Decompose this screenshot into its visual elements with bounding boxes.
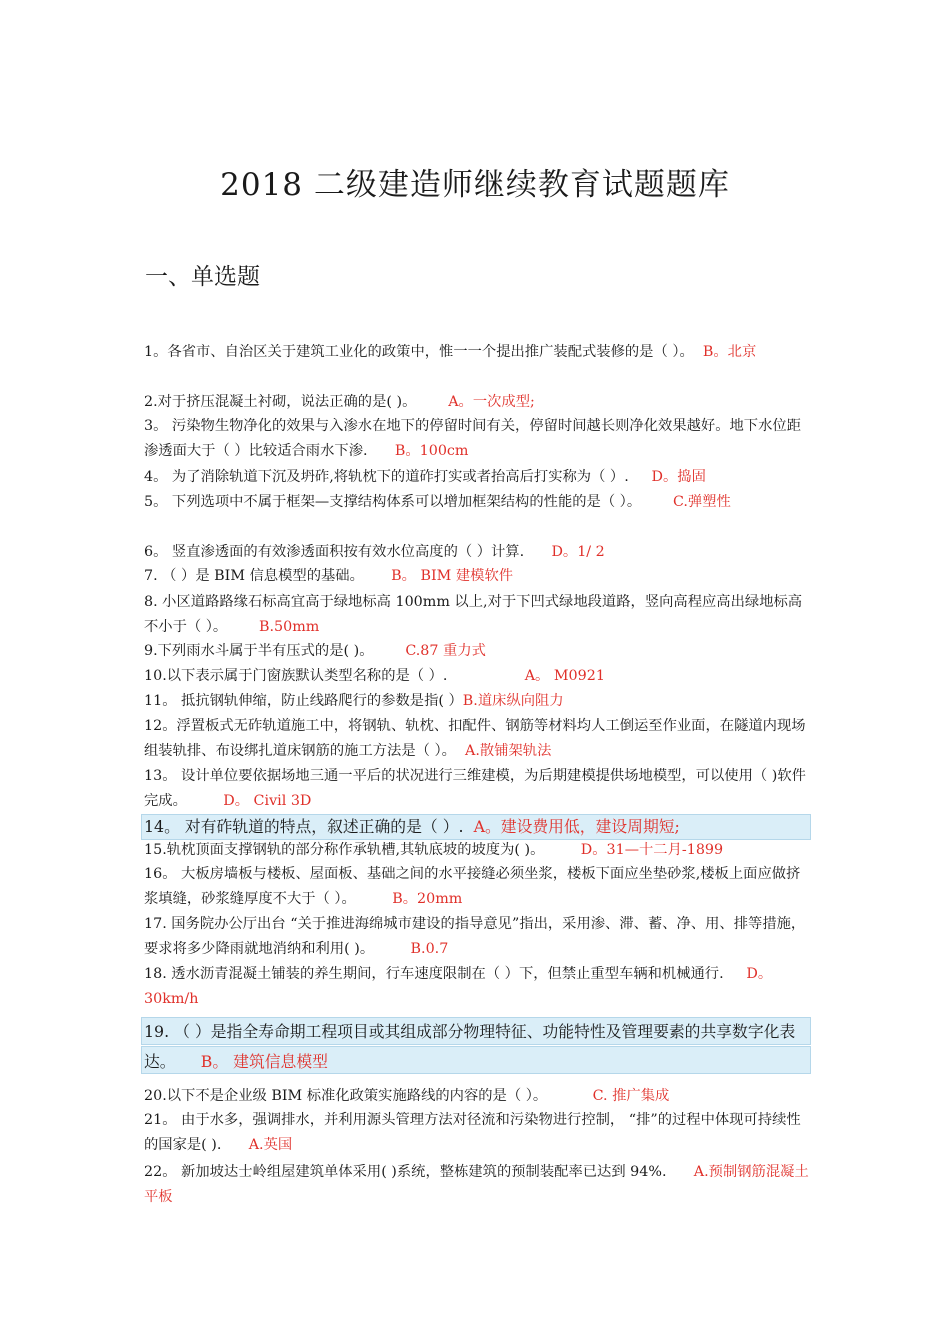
question-item <box>144 540 809 565</box>
question-text: 11。 抵抗钢轨伸缩，防止线路爬行的参数是指( ） <box>144 693 463 709</box>
answer-text: A。建设费用低，建设周期短; <box>473 817 680 836</box>
answer-gap <box>221 1137 248 1153</box>
question-item <box>144 390 809 415</box>
answer-gap <box>374 941 410 957</box>
answer-gap <box>364 568 391 584</box>
answer-gap <box>464 817 474 836</box>
question-item <box>144 340 809 365</box>
question-text: 20.以下不是企业级 BIM 标准化政策实施路线的内容的是（ ）。 <box>144 1088 548 1104</box>
page-title: 2018 二级建造师继续教育试题题库 <box>220 167 730 203</box>
answer-text: B.50mm <box>259 619 320 636</box>
answer-text: B。 建筑信息模型 <box>200 1052 328 1071</box>
question-item <box>144 590 809 641</box>
question-item <box>144 1108 809 1159</box>
question-text: 22。 新加坡达士岭组屋建筑单体采用( )系统，整栋建筑的预制装配率已达到 94%. <box>144 1164 667 1180</box>
question-text: 1。各省市、自治区关于建筑工业化的政策中，惟一一个提出推广装配式装修的是（ ）。 <box>144 344 694 360</box>
question-text: 10.以下表示属于门窗族默认类型名称的是（ ）. <box>144 668 448 684</box>
question-item <box>144 814 809 839</box>
answer-text: A。一次成型; <box>448 394 535 410</box>
answer-gap <box>187 793 223 809</box>
question-item <box>144 862 809 913</box>
question-text: 3。 污染物生物净化的效果与入渗水在地下的停留时间有关，停留时间越长则净化效果越好。地下水位距渗透面大于（ ）比较适合雨水下渗. <box>144 418 801 460</box>
answer-gap <box>547 1088 592 1104</box>
question-item <box>144 1017 809 1077</box>
answer-gap <box>447 668 524 684</box>
question-item <box>144 689 809 714</box>
answer-gap <box>694 344 703 360</box>
answer-text: C.弹塑性 <box>672 494 731 510</box>
answer-text: D。捣固 <box>651 469 706 485</box>
question-item <box>144 639 809 664</box>
answer-gap <box>629 469 652 485</box>
question-item <box>144 465 809 490</box>
question-item <box>144 490 809 515</box>
question-text: 2.对于挤压混凝土衬砌，说法正确的是( )。 <box>144 394 417 410</box>
question-item <box>144 414 809 465</box>
question-item <box>144 838 809 863</box>
question-text: 16。 大板房墙板与楼板、屋面板、基础之间的水平接缝必须坐浆，楼板下面应坐垫砂浆,楼板上面应做挤浆填缝，砂浆缝厚度不大于（ ）。 <box>144 866 801 908</box>
answer-text: A.英国 <box>248 1137 293 1154</box>
question-text: 18. 透水沥青混凝土铺装的养生期间，行车速度限制在（ ）下，但禁止重型车辆和机械通行. <box>144 966 724 982</box>
answer-text: D。1/ 2 <box>551 544 605 560</box>
answer-text: A.预制钢筋混凝土平板 <box>144 1164 809 1206</box>
question-text: 12。浮置板式无砟轨道施工中，将钢轨、轨枕、扣配件、钢筋等材料均人工倒运至作业面，在隧道内现场组装轨排、布设绑扎道床钢筋的施工方法是（ ）。 <box>144 718 806 760</box>
question-text: 14。 对有砟轨道的特点，叙述正确的是（ ）. <box>144 817 464 836</box>
answer-gap <box>374 643 406 659</box>
question-text: 19. （ ）是指全寿命期工程项目或其组成部分物理特征、功能特性及管理要素的共享数字化表达。 <box>144 1022 796 1071</box>
answer-text: A.散铺架轨法 <box>465 743 552 760</box>
answer-text: D。 Civil 3D <box>223 793 312 810</box>
answer-gap <box>724 966 747 982</box>
answer-gap <box>227 619 259 635</box>
answer-text: B。北京 <box>702 344 757 360</box>
answer-gap <box>368 443 395 459</box>
question-text: 8. 小区道路路缘石标高宜高于绿地标高 100mm 以上,对于下凹式绿地段道路，竖向高程应高出绿地标高不小于（ ）。 <box>144 594 803 636</box>
question-item <box>144 912 809 963</box>
question-text: 5。 下列选项中不属于框架—支撑结构体系可以增加框架结构的性能的是（ ）。 <box>144 494 642 510</box>
answer-text: C.87 重力式 <box>405 643 486 659</box>
question-item <box>144 1160 809 1211</box>
question-text: 13。 设计单位要依据场地三通一平后的状况进行三维建模，为后期建模提供场地模型，可以使用（ )软件完成。 <box>144 768 806 810</box>
question-text: 21。 由于水多，强调排水，并利用源头管理方法对径流和污染物进行控制， “排”的过程中体现可持续性的国家是( ). <box>144 1112 801 1154</box>
answer-gap <box>356 891 392 907</box>
question-item <box>144 1084 809 1109</box>
answer-text: B.道床纵向阻力 <box>462 693 564 709</box>
answer-text: B。 BIM 建模软件 <box>391 568 514 584</box>
question-item <box>144 714 809 765</box>
answer-gap <box>667 1164 694 1180</box>
question-text: 15.轨枕顶面支撑钢轨的部分称作承轨槽,其轨底坡的坡度为( )。 <box>144 842 545 858</box>
question-text: 7. （ ）是 BIM 信息模型的基础。 <box>144 568 364 584</box>
question-item <box>144 962 809 1013</box>
answer-text: D。30km/h <box>144 966 773 1008</box>
answer-gap <box>176 1052 201 1071</box>
answer-gap <box>544 842 580 858</box>
section-heading: 一、单选题 <box>145 264 260 290</box>
answer-text: B。100cm <box>394 443 469 460</box>
answer-text: A。 M0921 <box>524 668 605 684</box>
question-text: 6。 竖直渗透面的有效渗透面积按有效水位高度的（ ）计算. <box>144 544 525 560</box>
answer-text: B。20mm <box>392 891 463 908</box>
question-item <box>144 564 809 589</box>
answer-gap <box>456 743 465 759</box>
answer-text: C. 推广集成 <box>592 1088 670 1104</box>
question-item <box>144 764 809 815</box>
answer-gap <box>524 544 551 560</box>
answer-gap <box>641 494 673 510</box>
question-text: 17. 国务院办公厅出台 “关于推进海绵城市建设的指导意见”指出，采用渗、滞、蓄、净、用、排等措施，要求将多少降雨就地消纳和利用( )。 <box>144 916 806 958</box>
answer-text: B.0.7 <box>410 941 449 958</box>
question-item <box>144 664 809 689</box>
answer-text: D。31—十二月-1899 <box>580 842 724 858</box>
answer-gap <box>416 394 448 410</box>
question-text: 4。 为了消除轨道下沉及坍砟,将轨枕下的道砟打实或者抬高后打实称为（ ）. <box>144 469 629 485</box>
question-text: 9.下列雨水斗属于半有压式的是( )。 <box>144 643 374 659</box>
